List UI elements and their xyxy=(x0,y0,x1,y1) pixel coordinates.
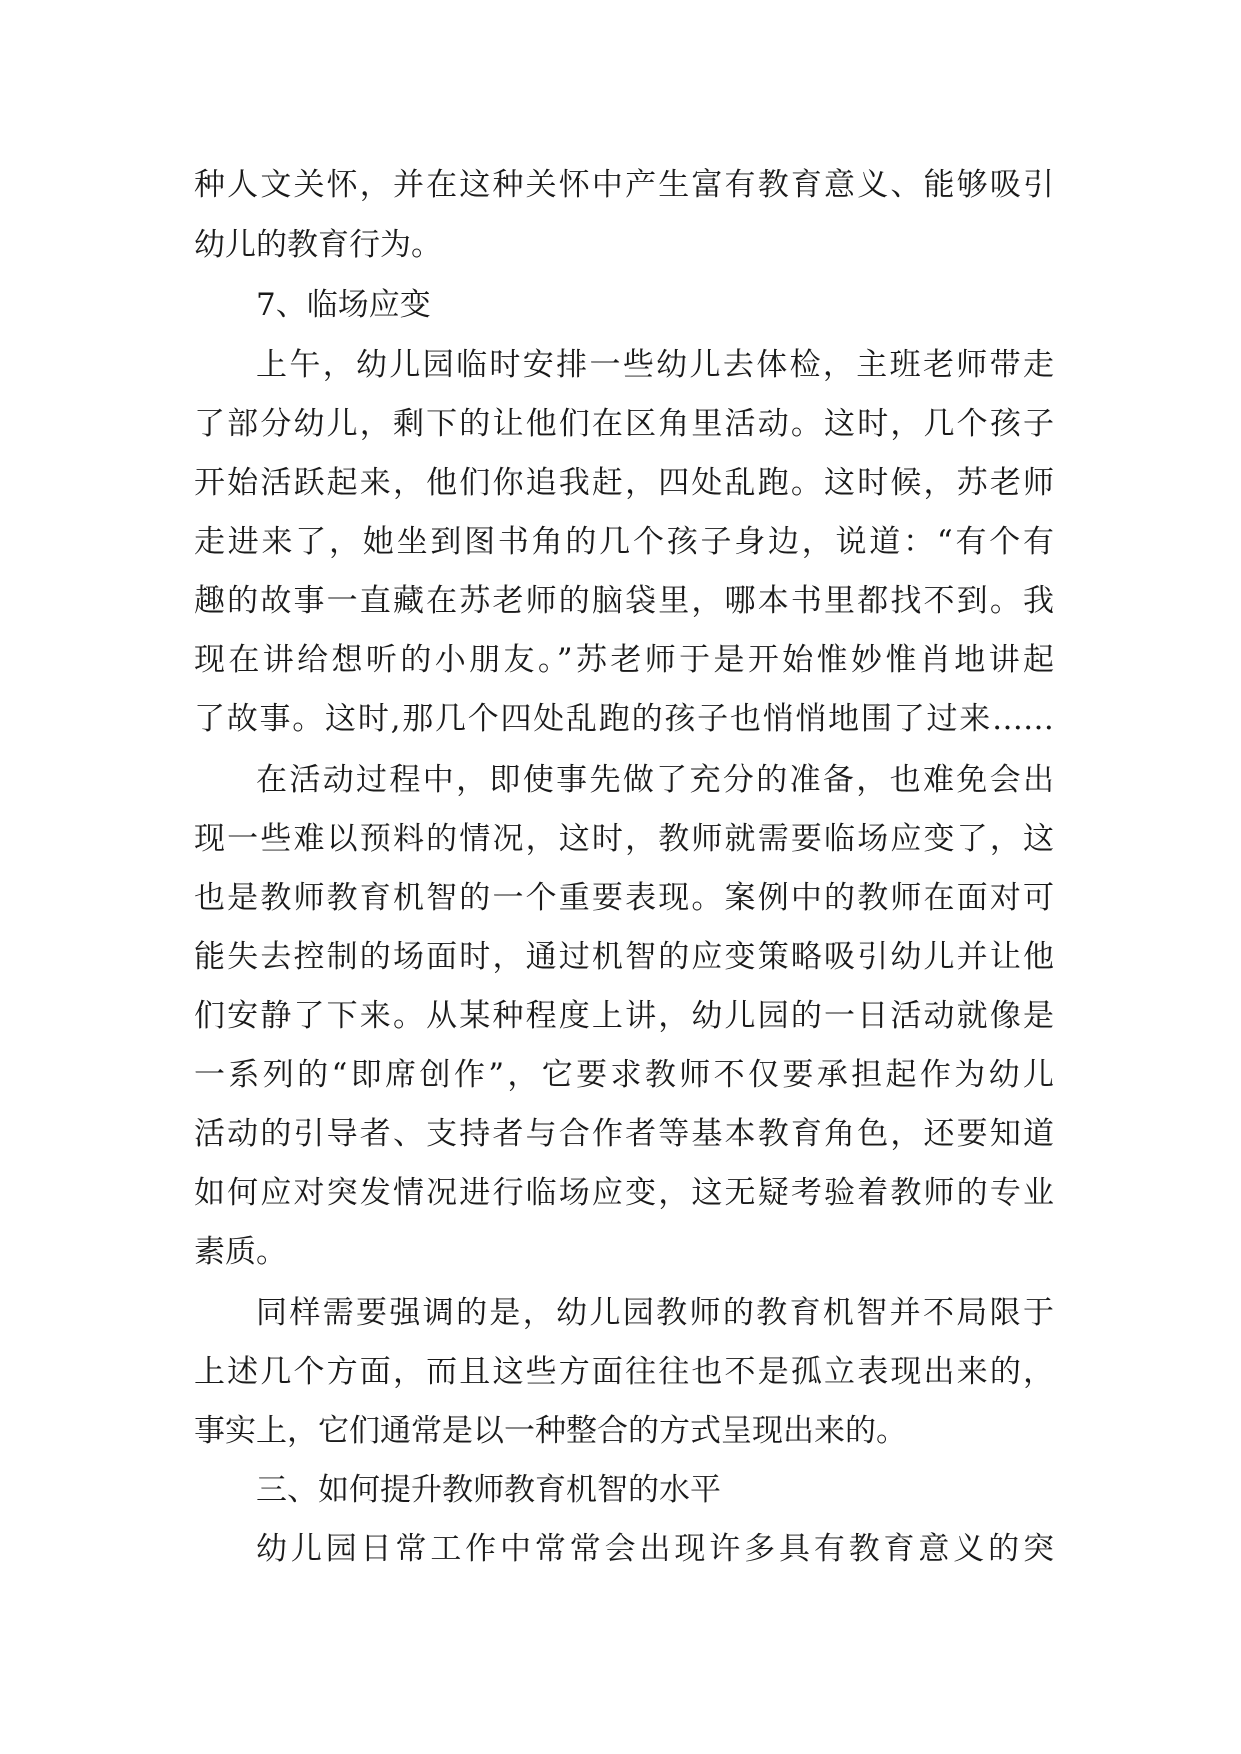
section-heading: 三、如何提升教师教育机智的水平 xyxy=(256,1472,721,1508)
text-line: 了部分幼儿，剩下的让他们在区角里活动。这时，几个孩子 xyxy=(194,406,1054,442)
text-line: 幼儿园日常工作中常常会出现许多具有教育意义的突 xyxy=(256,1531,1054,1567)
text-line: 们安静了下来。从某种程度上讲，幼儿园的一日活动就像是 xyxy=(194,998,1054,1034)
text-line: 走进来了，她坐到图书角的几个孩子身边，说道：“有个有 xyxy=(194,524,1054,560)
text-line: 活动的引导者、支持者与合作者等基本教育角色，还要知道 xyxy=(194,1116,1054,1152)
text-line: 趣的故事一直藏在苏老师的脑袋里，哪本书里都找不到。我 xyxy=(194,583,1054,619)
section-heading: 7、临场应变 xyxy=(256,287,431,323)
text-line: 素质。 xyxy=(194,1234,287,1270)
text-line: 了故事。这时,那几个四处乱跑的孩子也悄悄地围了过来…… xyxy=(194,701,1054,737)
text-line: 能失去控制的场面时，通过机智的应变策略吸引幼儿并让他 xyxy=(194,939,1054,975)
text-line: 开始活跃起来，他们你追我赶，四处乱跑。这时候，苏老师 xyxy=(194,465,1054,501)
text-line: 在活动过程中，即使事先做了充分的准备，也难免会出 xyxy=(256,762,1054,798)
text-line: 一系列的“即席创作”，它要求教师不仅要承担起作为幼儿 xyxy=(194,1057,1054,1093)
text-line: 上午，幼儿园临时安排一些幼儿去体检，主班老师带走 xyxy=(256,347,1054,383)
text-line: 现一些难以预料的情况，这时，教师就需要临场应变了，这 xyxy=(194,821,1054,857)
text-line: 种人文关怀，并在这种关怀中产生富有教育意义、能够吸引 xyxy=(194,167,1054,203)
text-line: 同样需要强调的是，幼儿园教师的教育机智并不局限于 xyxy=(256,1295,1054,1331)
text-line: 幼儿的教育行为。 xyxy=(194,227,442,263)
text-line: 上述几个方面，而且这些方面往往也不是孤立表现出来的， xyxy=(194,1354,1054,1390)
text-line: 现在讲给想听的小朋友。”苏老师于是开始惟妙惟肖地讲起 xyxy=(194,642,1054,678)
text-line: 如何应对突发情况进行临场应变，这无疑考验着教师的专业 xyxy=(194,1175,1054,1211)
text-line: 事实上，它们通常是以一种整合的方式呈现出来的。 xyxy=(194,1413,907,1449)
text-line: 也是教师教育机智的一个重要表现。案例中的教师在面对可 xyxy=(194,880,1054,916)
